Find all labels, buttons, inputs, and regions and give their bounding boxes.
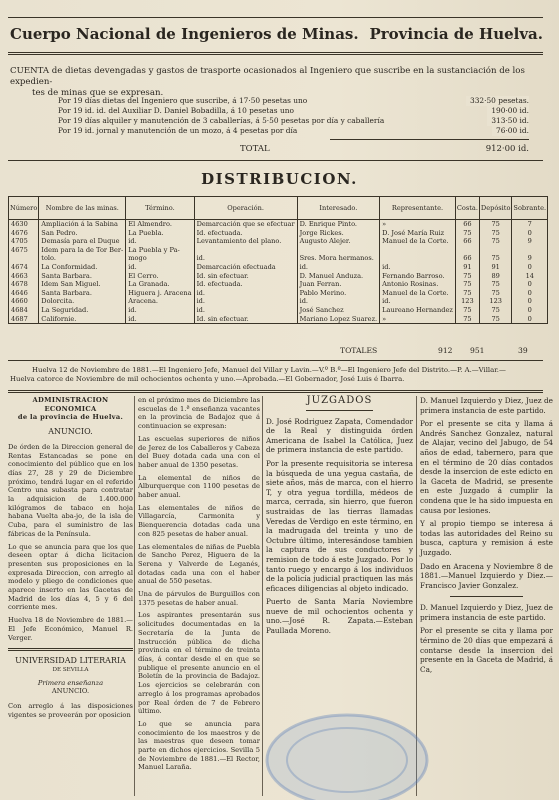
table-cell: 4674	[9, 263, 39, 272]
table-cell: D. José María Ruiz	[380, 229, 456, 238]
table-row	[9, 280, 548, 289]
table-row	[9, 246, 548, 255]
table-cell: 75	[479, 220, 512, 229]
section-rule	[8, 160, 543, 161]
table-cell: 66	[455, 220, 479, 229]
table-cell: 14	[512, 272, 548, 281]
table-cell: 4684	[9, 306, 39, 315]
table-cell: La Conformidad.	[39, 263, 126, 272]
table-cell: 4663	[9, 272, 39, 281]
distribution-body	[9, 220, 548, 324]
paragraph: Las escuelas superiores de niños de Jerez de los Caballeros y Cabeza del Buey dotada cada una con el haber anual de 1350 pesetas.	[138, 434, 260, 469]
table-cell: Sres. Mora hermanos.	[297, 254, 380, 263]
table-row	[9, 297, 548, 306]
table-cell: Idem San Miguel.	[39, 280, 126, 289]
header-province: Provincia de Huelva.	[369, 25, 543, 43]
top-rule	[8, 17, 543, 18]
table-cell: 75	[479, 306, 512, 315]
admin-heading: ADMINISTRACION ECONOMICA	[32, 396, 109, 413]
paragraph: Huelva 18 de Noviembre de 1881.—El Jefe Económico, Manuel R. Verger.	[8, 616, 133, 642]
table-row	[9, 315, 548, 324]
paragraph: Y al propio tiempo se interesa á todas las autoridades del Reino su busca, captura y remision á este Juzgado.	[420, 519, 553, 557]
table-cell: 0	[512, 263, 548, 272]
col-header: Operación.	[194, 197, 297, 220]
paragraph: Por el presente se cita y llama por término de 20 días que empezará á contarse desde la insercion del presente en la Gaceta de Madrid, á Ca,	[420, 626, 553, 674]
col-header: Nombre de las minas.	[39, 197, 126, 220]
table-cell: 0	[512, 315, 548, 324]
table-cell	[512, 246, 548, 255]
fee-list	[58, 96, 529, 136]
table-cell: id.	[126, 263, 194, 272]
fee-row	[58, 106, 529, 116]
table-cell: 75	[455, 289, 479, 298]
signature-line-2: Huelva catorce de Noviembre de mil ochocientos ochenta y uno.—Aprobada.—El Gobernador, José Luis é Ibarra.	[10, 375, 405, 383]
sum-rule	[330, 139, 529, 140]
table-cell: 0	[512, 280, 548, 289]
table-cell: Manuel de la Corte.	[380, 237, 456, 246]
table-row	[9, 272, 548, 281]
table-cell: Id. sin efectuar.	[194, 315, 297, 324]
fee-amount: 313·50 id.	[487, 116, 529, 126]
table-cell: Juan Ferran.	[297, 280, 380, 289]
intro-line-2: tes de minas que se expresan.	[32, 88, 164, 98]
table-cell: id.	[194, 306, 297, 315]
fee-amount: 332·50 pesetas.	[466, 96, 529, 106]
table-cell: 91	[479, 263, 512, 272]
column-2	[138, 396, 260, 776]
fee-row	[58, 116, 529, 126]
column-3	[266, 396, 413, 640]
table-cell: 75	[455, 229, 479, 238]
table-cell	[479, 246, 512, 255]
table-cell: 4630	[9, 220, 39, 229]
fee-text: Por 19 id. id. del Auxiliar D. Daniel Bobadilla, á 10 pesetas uno	[58, 106, 294, 115]
intro-line-1: CUENTA de dietas devengadas y gastos de trasporte ocasionados al Ingeniero que suscribe en la sustanciación de los expedien-	[10, 66, 525, 87]
paragraph: Los aspirantes presentarán sus solicitudes documentadas en la Secretaría de la Junta de Instrucción pública de dicha provincia en el término de treinta días, á contar desde el en que se publique el presente anuncio en el Boletín de la provincia de Badajoz. Los ejercicios se celebrarán con arreglo á los programas aprobados por Real órden de 7 de Febrero último.	[138, 611, 260, 716]
paragraph: Dado en Aracena y Noviembre 8 de 1881.—Manuel Izquierdo y Diez.—Francisco Javier Gonzalez.	[420, 561, 553, 590]
table-cell: 75	[479, 315, 512, 324]
table-cell: 75	[455, 315, 479, 324]
fee-row	[58, 126, 529, 136]
paragraph: Lo que se anuncia para conocimiento de los maestros y de las maestras que deseen tomar parte en dichos ejercicios. Sevilla 5 de Noviembre de 1881.—El Rector, Manuel Laraña.	[138, 719, 260, 772]
table-cell: id.	[297, 263, 380, 272]
header-rule	[8, 52, 543, 55]
table-cell: 0	[512, 297, 548, 306]
table-cell: El Almendro.	[126, 220, 194, 229]
table-cell: 75	[479, 229, 512, 238]
table-cell: 0	[512, 289, 548, 298]
columns-rule	[8, 390, 543, 393]
paragraph: D. Manuel Izquierdo y Diez, Juez de primera instancia de este partido.	[420, 603, 553, 622]
table-cell: Id. efectuada.	[194, 280, 297, 289]
totals-costa: 912	[438, 346, 453, 355]
total-row	[240, 144, 529, 154]
table-cell: El Cerro.	[126, 272, 194, 281]
table-cell: La Puebla.	[126, 229, 194, 238]
library-stamp	[262, 690, 432, 800]
paragraph: Por la presente requisitoria se interesa la búsqueda de una yegua castaña, de siete años, más de marca, con el hierro T, y otra yegua tordilla, médeos de marca, cerrada, sin hierro, que fueron sustraidas de las tierras llamadas Veredas de Verdigo en este término, en la madrugada del treinta y uno de Octubre último, interesándose tambien la captura de sus conductores y remision de todo á este Juzgado. Por lo tanto ruego y encargo á los individuos de la policía judicial practiquen las más eficaces diligencias al objeto indicado.	[266, 458, 413, 593]
table-row	[9, 229, 548, 238]
juzgados-heading: JUZGADOS	[306, 395, 373, 406]
table-cell: Antonio Rosinas.	[380, 280, 456, 289]
fee-amount: 76·00 id.	[492, 126, 529, 136]
table-row	[9, 254, 548, 263]
table-cell: id.	[380, 263, 456, 272]
table-cell: id.	[194, 297, 297, 306]
paragraph: D. José Rodriguez Zapata, Comendador de la Real y distinguida órden Americana de Isabel la Católica, Juez de primera instancia de este partido.	[266, 416, 413, 455]
paragraph: Por el presente se cita y llama á Andrés Sanchez Gonzalez, natural de Alajar, vecino del Jabugo, de 54 años de edad, tabernero, para que en el término de 20 días contados desde la insercion de este edicto en la Gaceta de Madrid, se presente en este Juzgado á cumplir la condena que le ha sido impuesta en causa por lesiones.	[420, 419, 553, 515]
distribution-table	[8, 196, 548, 324]
column-divider	[134, 396, 135, 796]
fee-row	[58, 96, 529, 106]
col-header: Número	[9, 197, 39, 220]
table-cell: 4687	[9, 315, 39, 324]
paragraph: La elemental de niños de Alburquerque con 1100 pesetas de haber anual.	[138, 473, 260, 500]
header-corps: Cuerpo Nacional de Ingenieros de Minas.	[10, 25, 359, 43]
table-cell: 4675	[9, 246, 39, 255]
table-cell: Ampliación á la Sabina	[39, 220, 126, 229]
paragraph: Las elementales de niños de Villagarcía, Carmonita y Bienquerencia dotadas cada una con 825 pesetas de haber anual.	[138, 503, 260, 538]
table-row	[9, 220, 548, 229]
table-cell	[9, 254, 39, 263]
divider	[450, 596, 523, 597]
university-heading: UNIVERSIDAD LITERARIA	[15, 656, 126, 666]
totals-rule	[8, 360, 543, 361]
table-cell: D. Enrique Pinto.	[297, 220, 380, 229]
table-cell: Demasía para el Duque	[39, 237, 126, 246]
table-cell: 66	[455, 254, 479, 263]
table-cell: San Pedro.	[39, 229, 126, 238]
table-cell: Idem para la de Tor Ber-	[39, 246, 126, 255]
col-header: Depósito	[479, 197, 512, 220]
page-header	[10, 25, 543, 47]
table-cell: 75	[479, 280, 512, 289]
table-cell: id.	[126, 315, 194, 324]
table-cell: 0	[512, 306, 548, 315]
table-cell: Pablo Merino.	[297, 289, 380, 298]
table-cell: 9	[512, 237, 548, 246]
table-cell: id.	[380, 297, 456, 306]
col-header: Término.	[126, 197, 194, 220]
table-cell: José Sanchez	[297, 306, 380, 315]
table-cell: 0	[512, 229, 548, 238]
paragraph: Con arreglo á las disposiciones vigentes se proveerán por oposicion	[8, 702, 133, 719]
divider	[8, 648, 133, 651]
table-cell: 4678	[9, 280, 39, 289]
table-row	[9, 237, 548, 246]
table-cell	[380, 246, 456, 255]
table-cell: Dolorcita.	[39, 297, 126, 306]
paragraph: Una de párvulos de Burguillos con 1375 pesetas de haber anual.	[138, 590, 260, 607]
table-cell	[380, 254, 456, 263]
table-cell: 9	[512, 254, 548, 263]
table-cell: Manuel de la Corte.	[380, 289, 456, 298]
table-cell: Augusto Alejer.	[297, 237, 380, 246]
table-cell: id.	[126, 306, 194, 315]
totals-sobrante: 39	[518, 346, 528, 355]
paragraph: Lo que se anuncia para que los que deseen optar á dicha licitacion presenten sus proposiciones en la expresada Direccion, con arreglo al modelo y pliego de condiciones que aparece inserto en las Gacetas de Madrid de los días 4, 5 y 6 del corriente mes.	[8, 542, 133, 612]
table-row	[9, 263, 548, 272]
table-cell: mogo	[126, 254, 194, 263]
table-cell: Santa Barbara.	[39, 289, 126, 298]
total-amount: 912·00 id.	[485, 144, 529, 154]
admin-subheading: de la provincia de Huelva.	[17, 413, 124, 422]
table-cell: 75	[455, 306, 479, 315]
table-cell: Mariano Lopez Suarez.	[297, 315, 380, 324]
table-cell: 123	[455, 297, 479, 306]
signature-line-1: Huelva 12 de Noviembre de 1881.—El Ingeniero Jefe, Manuel del Villar y Lavin.—V.º B.º—El Ingeniero Jefe del Distrito.—P. A.—Villar.—	[32, 366, 506, 374]
table-cell: id.	[194, 289, 297, 298]
table-cell: Laureano Hernandez	[380, 306, 456, 315]
intro-text	[10, 66, 543, 99]
table-cell: 75	[455, 280, 479, 289]
table-cell: 75	[479, 254, 512, 263]
table-row	[9, 289, 548, 298]
table-cell: Santa Barbara.	[39, 272, 126, 281]
table-cell: 66	[455, 237, 479, 246]
table-cell: 89	[479, 272, 512, 281]
fee-amount: 190·00 id.	[487, 106, 529, 116]
table-cell: id.	[194, 254, 297, 263]
table-cell: id.	[297, 297, 380, 306]
table-cell: Higuera j. Aracena	[126, 289, 194, 298]
col-header: Representante.	[380, 197, 456, 220]
university-subheading: DE SEVILLA	[52, 666, 89, 673]
fee-text: Por 19 id. jornal y manutención de un mozo, á 4 pesetas por día	[58, 126, 298, 135]
totals-row	[8, 346, 545, 358]
table-cell: 75	[479, 237, 512, 246]
table-cell: 4676	[9, 229, 39, 238]
table-cell	[194, 246, 297, 255]
table-cell: D. Manuel Anduza.	[297, 272, 380, 281]
fee-text: Por 19 días alquiler y manutención de 3 caballerías, á 5·50 pesetas por día y caballería	[58, 116, 385, 125]
table-cell: Id. sin efectuar.	[194, 272, 297, 281]
table-cell: 123	[479, 297, 512, 306]
paragraph: Las elementales de niñas de Puebla de Sancho Perez, Higuera de la Serena y Valverde de Leganés, dotadas cada una con el haber anual de 550 pesetas.	[138, 542, 260, 586]
table-cell: 91	[455, 263, 479, 272]
table-cell: Id. efectuada.	[194, 229, 297, 238]
table-cell: Demarcación efectuada	[194, 263, 297, 272]
total-label: TOTAL	[240, 144, 270, 154]
table-cell: La Puebla y Pa-	[126, 246, 194, 255]
table-cell	[455, 246, 479, 255]
anuncio-heading: ANUNCIO.	[51, 687, 90, 696]
signature-note	[10, 366, 543, 384]
table-cell: 75	[455, 272, 479, 281]
table-cell: 75	[479, 289, 512, 298]
column-4	[420, 396, 553, 678]
table-cell: La Seguridad.	[39, 306, 126, 315]
table-cell: Aracena.	[126, 297, 194, 306]
table-cell: 4705	[9, 237, 39, 246]
table-cell: Californie.	[39, 315, 126, 324]
table-cell	[297, 246, 380, 255]
table-cell: 4646	[9, 289, 39, 298]
table-cell: Jorge Rickes.	[297, 229, 380, 238]
table-header-row	[9, 197, 548, 220]
paragraph: De órden de la Direccion general de Rentas Estancadas se pone en conocimiento del público que en los días 27, 28 y 29 de Diciembre próximo, tendrá lugar en el referido Centro una subasta para contratar la adquisicion de 1.400.000 kilógramos de tabaco en hoja habana Vuelta aba-jo, de la isla de Cuba, para el suministro de las fábricas de la Península.	[8, 442, 133, 538]
paragraph: en el próximo mes de Diciembre las escuelas de 1.ª enseñanza vacantes en la provincia de Badajoz que á continuacion se expresan:	[138, 396, 260, 431]
table-cell: 7	[512, 220, 548, 229]
paragraph: D. Manuel Izquierdo y Diez, Juez de primera instancia de este partido.	[420, 396, 553, 415]
table-cell: tolo.	[39, 254, 126, 263]
table-cell: 4660	[9, 297, 39, 306]
col-header: Sobrante.	[512, 197, 548, 220]
divider	[306, 410, 373, 411]
university-section: Primera enseñanza	[37, 678, 104, 687]
anuncio-heading: ANUNCIO.	[48, 427, 93, 437]
table-cell: »	[380, 220, 456, 229]
paragraph: Puerto de Santa María Noviembre nueve de mil ochocientos ochenta y uno.—José R. Zapata.—Esteban Paullada Moreno.	[266, 597, 413, 636]
totals-deposito: 951	[470, 346, 485, 355]
table-cell: Fernando Barroso.	[380, 272, 456, 281]
table-cell: Demarcación que se efectuar	[194, 220, 297, 229]
distribution-title: DISTRIBUCION.	[201, 170, 358, 188]
col-header: Costa.	[455, 197, 479, 220]
table-cell: »	[380, 315, 456, 324]
col-header: Interesado.	[297, 197, 380, 220]
table-cell: La Granada.	[126, 280, 194, 289]
fee-text: Por 19 días dietas del Ingeniero que suscribe, á 17·50 pesetas uno	[58, 96, 308, 105]
totals-label: TOTALES	[340, 346, 378, 355]
table-row	[9, 306, 548, 315]
table-cell: id.	[126, 237, 194, 246]
table-cell: Levantamiento del plano.	[194, 237, 297, 246]
column-1	[8, 396, 133, 724]
